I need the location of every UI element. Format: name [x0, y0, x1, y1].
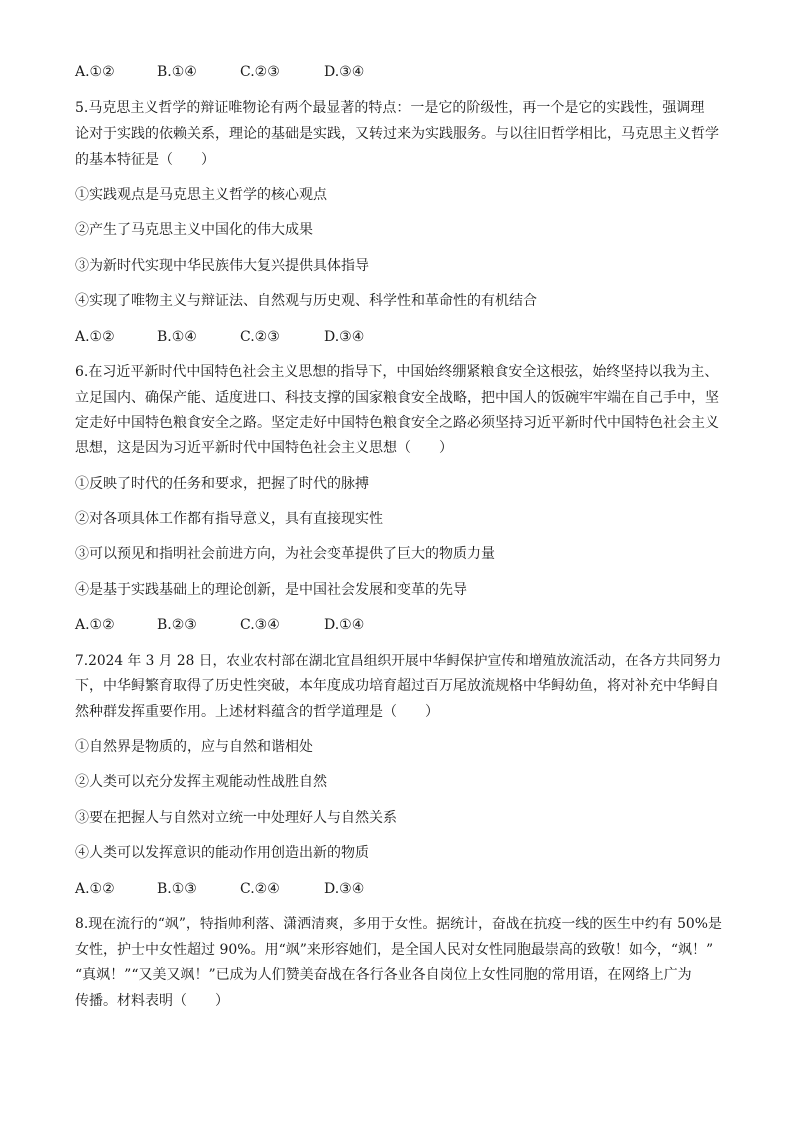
q7-stem-line-1: 7.2024 年 3 月 28 日，农业农村部在湖北宜昌组织开展中华鲟保护宣传和增殖放流活动，在各方共同努力: [75, 653, 722, 669]
q7-option-b[interactable]: B.①③: [157, 881, 197, 897]
q5-option-c[interactable]: C.②③: [240, 329, 280, 345]
q5-option-d[interactable]: D.③④: [324, 329, 365, 345]
q8-stem-line-1: 8.现在流行的“飒”，特指帅利落、潇洒清爽，多用于女性。据统计，奋战在抗疫一线的医生中约有 50%是: [75, 916, 722, 932]
q6-options: [75, 615, 715, 635]
q7-statement-2: ②人类可以充分发挥主观能动性战胜自然: [75, 774, 327, 790]
q6-statement-2: ②对各项具体工作都有指导意义，具有直接现实性: [75, 511, 383, 527]
q5-statement-2: ②产生了马克思主义中国化的伟大成果: [75, 222, 313, 238]
q7-option-d[interactable]: D.③④: [324, 881, 365, 897]
q8-stem-line-2: 女性，护士中女性超过 90%。用“飒”来形容她们，是全国人民对女性同胞最崇高的致敬！如今，“飒！”: [75, 942, 714, 958]
q6-stem-line-3: 定走好中国特色粮食安全之路。坚定走好中国特色粮食安全之路必须坚持习近平新时代中国特色社会主义: [75, 415, 719, 431]
q5-stem-line-3: 的基本特征是（ ）: [75, 152, 215, 168]
q4-option-b[interactable]: B.①④: [157, 64, 197, 80]
q5-options: [75, 327, 715, 347]
q4-options: [75, 62, 715, 82]
q5-stem-line-1: 5.马克思主义哲学的辩证唯物论有两个最显著的特点：一是它的阶级性，再一个是它的实践性，强调理: [75, 100, 705, 116]
q6-option-d[interactable]: D.①④: [324, 617, 365, 633]
q8-stem-line-3: “真飒！”“又美又飒！”已成为人们赞美奋战在各行各业各自岗位上女性同胞的常用语，在网络上广为: [75, 967, 692, 983]
q6-statement-3: ③可以预见和指明社会前进方向，为社会变革提供了巨大的物质力量: [75, 546, 495, 562]
q6-statement-4: ④是基于实践基础上的理论创新，是中国社会发展和变革的先导: [75, 582, 467, 598]
q6-stem-line-2: 立足国内、确保产能、适度进口、科技支撑的国家粮食安全战略，把中国人的饭碗牢牢端在自己手中，坚: [75, 390, 719, 406]
q6-stem-line-4: 思想，这是因为习近平新时代中国特色社会主义思想（ ）: [75, 440, 453, 456]
q5-statement-1: ①实践观点是马克思主义哲学的核心观点: [75, 187, 327, 203]
q4-option-a[interactable]: A.①②: [75, 64, 115, 80]
q6-option-a[interactable]: A.①②: [75, 617, 115, 633]
q5-statement-4: ④实现了唯物主义与辩证法、自然观与历史观、科学性和革命性的有机结合: [75, 293, 537, 309]
q5-option-b[interactable]: B.①④: [157, 329, 197, 345]
q5-statement-3: ③为新时代实现中华民族伟大复兴提供具体指导: [75, 258, 369, 274]
q7-statement-1: ①自然界是物质的，应与自然和谐相处: [75, 739, 313, 755]
q7-stem-line-3: 然种群发挥重要作用。上述材料蕴含的哲学道理是（ ）: [75, 704, 439, 720]
q7-stem-line-2: 下，中华鲟繁育取得了历史性突破，本年度成功培育超过百万尾放流规格中华鲟幼鱼，将对补充中华鲟自: [75, 678, 719, 694]
q4-option-c[interactable]: C.②③: [240, 64, 280, 80]
q7-option-c[interactable]: C.②④: [240, 881, 280, 897]
q7-statement-3: ③要在把握人与自然对立统一中处理好人与自然关系: [75, 810, 397, 826]
q7-statement-4: ④人类可以发挥意识的能动作用创造出新的物质: [75, 845, 369, 861]
q7-option-a[interactable]: A.①②: [75, 881, 115, 897]
q5-option-a[interactable]: A.①②: [75, 329, 115, 345]
q6-option-b[interactable]: B.②③: [157, 617, 197, 633]
q8-stem-line-4: 传播。材料表明（ ）: [75, 993, 229, 1009]
q6-option-c[interactable]: C.③④: [240, 617, 280, 633]
q5-stem-line-2: 论对于实践的依赖关系，理论的基础是实践，又转过来为实践服务。与以往旧哲学相比，马克思主义哲学: [75, 126, 719, 142]
q7-options: [75, 879, 715, 899]
q6-statement-1: ①反映了时代的任务和要求，把握了时代的脉搏: [75, 476, 369, 492]
q4-option-d[interactable]: D.③④: [324, 64, 365, 80]
q6-stem-line-1: 6.在习近平新时代中国特色社会主义思想的指导下，中国始终绷紧粮食安全这根弦，始终坚持以我为主、: [75, 364, 719, 380]
